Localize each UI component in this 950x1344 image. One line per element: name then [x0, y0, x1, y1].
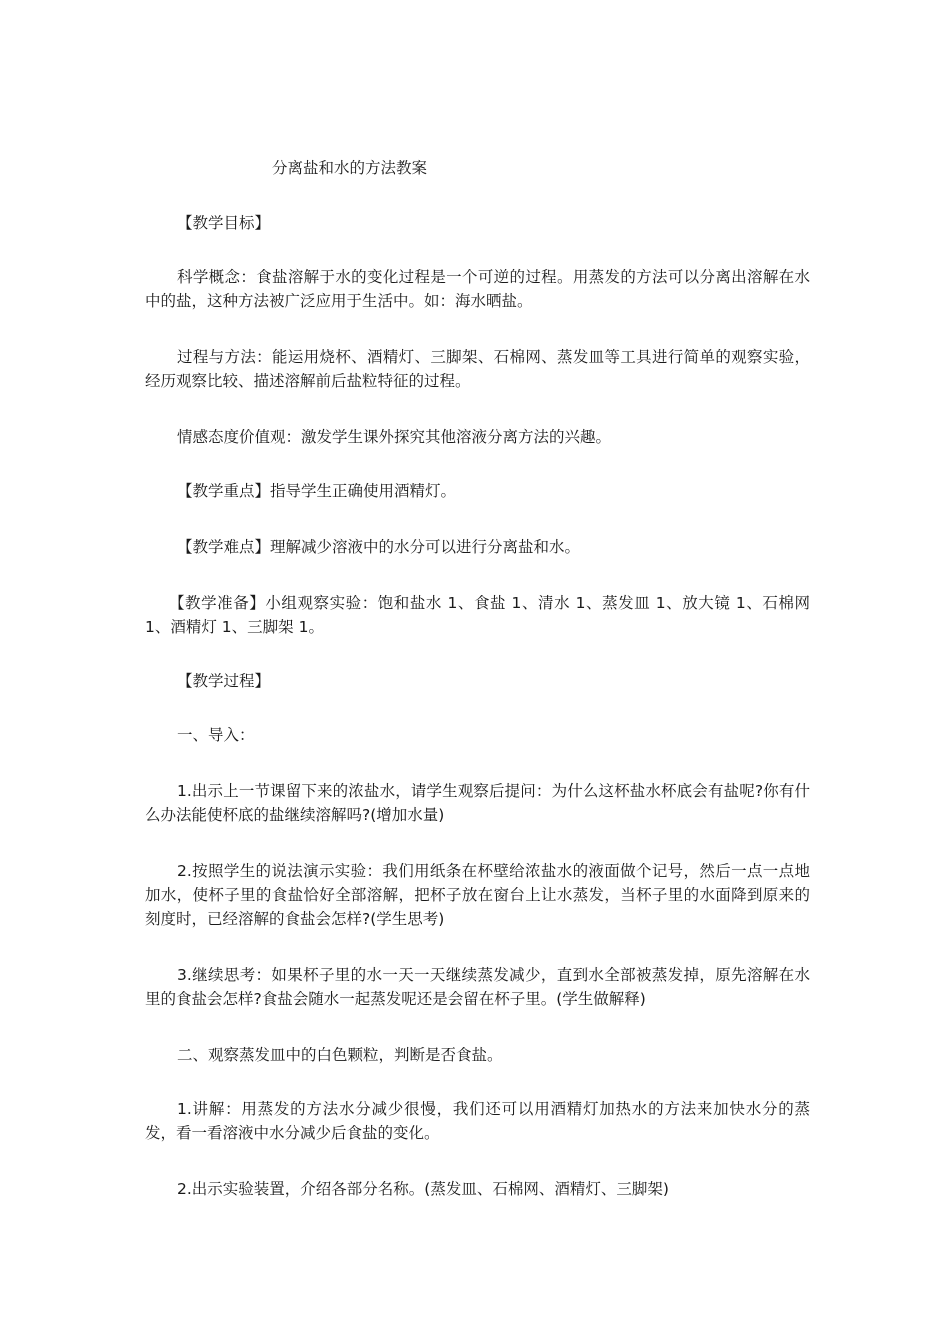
paragraph-step-2: 2.按照学生的说法演示实验：我们用纸条在杯壁给浓盐水的液面做个记号，然后一点一点地加水，使杯子里的食盐恰好全部溶解，把杯子放在窗台上让水蒸发，当杯子里的水面降到原来的刻度时，已经溶解的食盐会怎样?(学生思考)	[145, 862, 810, 928]
paragraph-step-3: 3.继续思考：如果杯子里的水一天一天继续蒸发减少，直到水全部被蒸发掉，原先溶解在水里的食盐会怎样?食盐会随水一起蒸发呢还是会留在杯子里。(学生做解释)	[145, 966, 810, 1008]
paragraph-observe-heading: 二、观察蒸发皿中的白色颗粒，判断是否食盐。	[177, 1046, 503, 1064]
document-title: 分离盐和水的方法教案	[272, 159, 428, 177]
paragraph-values: 情感态度价值观：激发学生课外探究其他溶液分离方法的兴趣。	[177, 428, 612, 446]
paragraph-apparatus: 2.出示实验装置，介绍各部分名称。(蒸发皿、石棉网、酒精灯、三脚架)	[177, 1180, 669, 1198]
section-heading-process: 【教学过程】	[177, 672, 271, 690]
paragraph-intro-heading: 一、导入：	[177, 726, 255, 744]
paragraph-science-concept: 科学概念：食盐溶解于水的变化过程是一个可逆的过程。用蒸发的方法可以分离出溶解在水中的盐，这种方法被广泛应用于生活中。如：海水晒盐。	[145, 268, 810, 310]
paragraph-preparation: 【教学准备】小组观察实验：饱和盐水 1、食盐 1、清水 1、蒸发皿 1、放大镜 1、石棉网 1、酒精灯 1、三脚架 1。	[145, 594, 810, 636]
paragraph-explain: 1.讲解：用蒸发的方法水分减少很慢，我们还可以用酒精灯加热水的方法来加快水分的蒸发，看一看溶液中水分减少后食盐的变化。	[145, 1100, 810, 1142]
paragraph-process-method: 过程与方法：能运用烧杯、酒精灯、三脚架、石棉网、蒸发皿等工具进行简单的观察实验，经历观察比较、描述溶解前后盐粒特征的过程。	[145, 348, 810, 390]
section-heading-objectives: 【教学目标】	[177, 214, 271, 232]
paragraph-difficulty: 【教学难点】理解减少溶液中的水分可以进行分离盐和水。	[177, 538, 581, 556]
paragraph-key-point: 【教学重点】指导学生正确使用酒精灯。	[177, 482, 457, 500]
paragraph-step-1: 1.出示上一节课留下来的浓盐水，请学生观察后提问：为什么这杯盐水杯底会有盐呢?你有什么办法能使杯底的盐继续溶解吗?(增加水量)	[145, 782, 810, 824]
